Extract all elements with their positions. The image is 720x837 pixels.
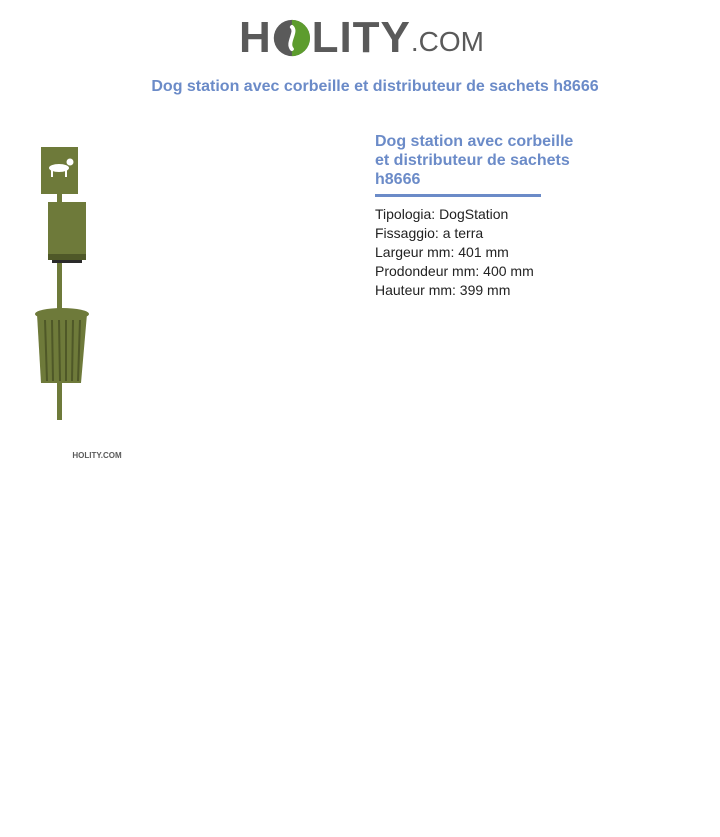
spec-prodondeur: Prodondeur mm: 400 mm xyxy=(375,263,534,279)
logo-suffix: .COM xyxy=(410,26,484,57)
product-title: Dog station avec corbeille et distributeur de sachets h8666 xyxy=(375,133,574,188)
spec-fissaggio: Fissaggio: a terra xyxy=(375,225,484,241)
logo-text-left: H xyxy=(239,13,272,62)
logo-text-right: LITY xyxy=(311,13,411,62)
dog-station-image xyxy=(0,135,140,475)
title-underline xyxy=(375,194,541,197)
bag-dispenser xyxy=(48,202,86,260)
page-title: Dog station avec corbeille et distributeur de sachets h8666 xyxy=(151,78,599,95)
logo-o-icon xyxy=(273,14,311,62)
small-logo: HOLITY.COM xyxy=(72,451,122,460)
spec-largeur: Largeur mm: 401 mm xyxy=(375,244,509,260)
holity-logo xyxy=(239,10,484,66)
spec-tipologia: Tipologia: DogStation xyxy=(375,206,509,222)
spec-hauteur: Hauteur mm: 399 mm xyxy=(375,282,511,298)
dispenser-slot xyxy=(48,254,86,260)
spec-list xyxy=(375,205,534,300)
dispenser-base xyxy=(52,260,82,263)
